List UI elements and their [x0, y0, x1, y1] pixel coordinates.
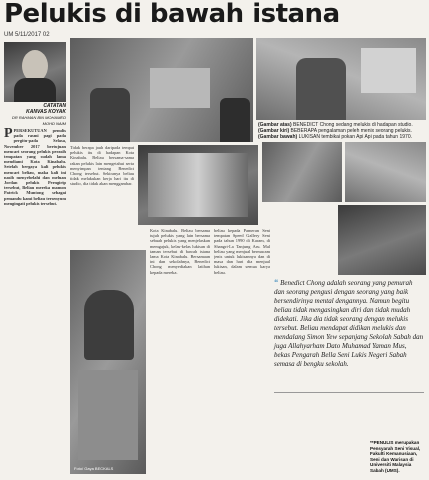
right-small-photo [262, 142, 342, 202]
middle-painting-photo [138, 145, 258, 225]
pull-quote [274, 278, 424, 388]
caption-3-key: (Gambar bawah) [258, 134, 298, 140]
columnist-label-line2: KANVAS KOYAK [26, 109, 66, 115]
caption-2-text: BEBERAPA pengalaman peleh menix seorang pelukis. [290, 128, 412, 134]
bottom-left-photo [70, 250, 146, 474]
columnist-photo [4, 42, 66, 102]
quote-mark-icon: ❝ [274, 278, 279, 287]
col3-body: Kota Kinabalu. Beliau bersama tujuh pelukis yang lain bersama sebuah pelukis yang menjelaskan memgajuk, kelas-kelas lukisan di taman tersebut di bawah istana lama Kota Kinabalu. Bersamaan ini dan sekolahnya, Benedict Chong menyediakan latihan kepada mereka. [150, 228, 210, 275]
pull-quote-text [274, 278, 424, 369]
headline: Pelukis di bawah istana [4, 0, 340, 29]
pull-quote-body: Benedict Chong adalah seorang yang pemurah dan seorang pengusi dengan seorang yang baik bersendirinya mental dengannya. Namun begitu beliau tidak mengasingkan diri dan tidak mudah didekati. Jika dia tidak seorang dengan melukis tersebut. Beliau mendapat didikan melukis dan mendalang Simon Yew sepanjang Sekolah Sabah dan juga Allahyarham Dato Muhamad Yaman Mus, bekas Pengarah Bella Seni Lukis Negeri Sabah semasa di bengku sekolah. [274, 279, 424, 368]
columnist-name: DR RAHMAN BIN MOHAMED [11, 115, 66, 120]
captions-block [258, 122, 426, 140]
caption-3-text: LUKISAN tembikai pokan Api Api pada tahun 1970. [298, 134, 412, 140]
col1-body: PERSEKUTUAN penulis pada rasmi pagi pada pergitu-pada Selasa, November 2017 bertujuan mencari seorang pelukis perasih tempatan yang sudah lama mendiami Kota Kinabalu. Setelah bergaya kali pelukis mencari beliau, maka kali ini nasib menyebelahi dan meluan Jordan pelukis Perngirip tersebut, Beliau mereka mamon Patrick Muntong sebagai pemandu kami beliau tersenyum mengingati pelukis tersebut. [4, 128, 66, 206]
body-column-4 [214, 228, 270, 476]
body-column-2 [70, 145, 134, 247]
author-footnote: **PENULIS merupakan Pensyarah Seni Visual, Fakulti Kemanusiaan, Seni dan Warisan di Universiti Malaysia Sabah (UMS). [370, 440, 421, 473]
columnist-role: MOHD NAIM [42, 121, 66, 126]
dropcap: P [4, 128, 13, 141]
top-right-photo [256, 38, 426, 120]
right-lower-photo [338, 205, 426, 275]
dateline: UM 5/11/2017 02 [4, 32, 50, 38]
body-column-3 [150, 228, 210, 476]
photo-credit: Foto/ Gaya BECKALS [74, 466, 114, 471]
caption-3 [258, 134, 426, 140]
caption-2-key: (Gambar kiri) [258, 128, 290, 134]
col4-body: beliau kepada Pameran Seni tempatan Speed Gallery Seni pada tahun 1990 di Karam, di Shangri-La Tanjung Aru. Mal beliau yang menjual bermacam jenis untuk lukisannya dan di masa dan hari dia menjual lukisan, dalam semua karya beliau. [214, 228, 270, 275]
body-column-1 [4, 128, 66, 478]
columnist-label [4, 103, 66, 127]
right-small-photo-2 [345, 142, 426, 202]
divider [274, 392, 424, 393]
col2-body: Tidak berapa jauh daripada tempat pelukis itu di hadapan Kota Kinabalu. Beliau bersama-sama rakan pelukis lain mengetahui serta menyimpan tentang Benedict Chong tersebut. Sekiranya beliau tidak melakukan kerja hari itu di studio, dia tidak akan menggambar. [70, 145, 134, 187]
top-main-photo [70, 38, 253, 142]
caption-1-key: (Gambar atas) [258, 122, 292, 128]
columnist-label-line1: CATATAN [43, 103, 66, 109]
caption-1-text: BENEDICT Chong sedang melukis di hadapan studio. [293, 122, 413, 128]
